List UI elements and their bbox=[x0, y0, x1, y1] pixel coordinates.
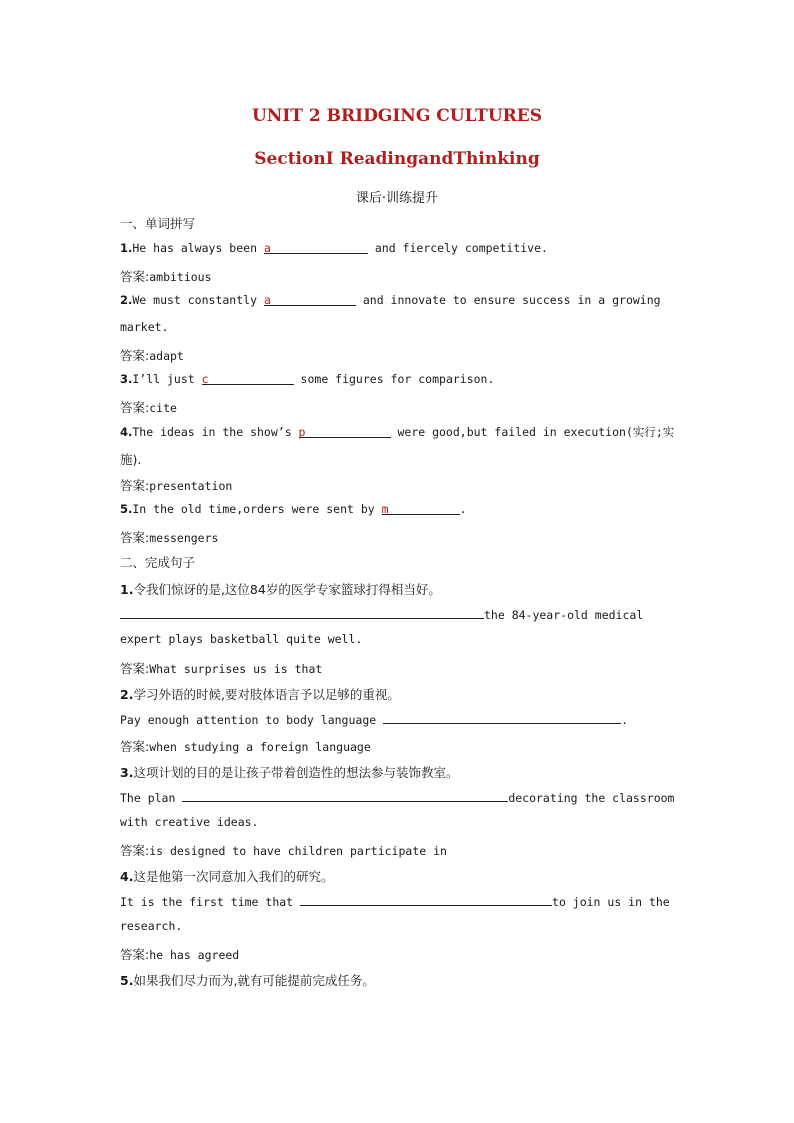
word-item-2-cont: market. bbox=[120, 320, 169, 334]
part2-heading: 二、完成句子 bbox=[120, 555, 196, 570]
sentence-4-line1: It is the first time that to join us in the bbox=[120, 895, 670, 909]
answer-3: 答案:cite bbox=[120, 400, 177, 415]
sentence-4-line2: research. bbox=[120, 919, 183, 933]
sentence-answer-4: 答案:he has agreed bbox=[120, 947, 240, 962]
sentence-answer-2: 答案:when studying a foreign language bbox=[120, 739, 371, 754]
answer-4: 答案:presentation bbox=[120, 478, 233, 493]
answer-blank[interactable]: m bbox=[382, 502, 460, 515]
sentence-answer-3: 答案:is designed to have children participate in bbox=[120, 843, 447, 858]
sentence-item-2: 2.学习外语的时候,要对肢体语言予以足够的重视。 bbox=[120, 687, 400, 702]
word-item-1: 1.He has always been a and fiercely competitive. bbox=[120, 241, 548, 255]
sentence-2-line1: Pay enough attention to body language . bbox=[120, 713, 629, 727]
answer-blank[interactable] bbox=[383, 711, 621, 724]
answer-1: 答案:ambitious bbox=[120, 269, 212, 284]
sentence-item-3: 3.这项计划的目的是让孩子带着创造性的想法参与装饰教室。 bbox=[120, 765, 459, 780]
answer-2: 答案:adapt bbox=[120, 348, 184, 363]
part1-heading: 一、单词拼写 bbox=[120, 216, 196, 231]
answer-blank[interactable]: a bbox=[264, 241, 368, 254]
word-item-4: 4.The ideas in the show’s p were good,but failed in execution(实行;实 bbox=[120, 425, 675, 439]
sentence-item-5: 5.如果我们尽力而为,就有可能提前完成任务。 bbox=[120, 973, 375, 988]
sentence-item-1: 1.令我们惊讶的是,这位84岁的医学专家篮球打得相当好。 bbox=[120, 582, 441, 597]
word-item-4-cont: 施). bbox=[120, 452, 142, 467]
sentence-1-line1: the 84-year-old medical bbox=[120, 606, 643, 622]
sentence-1-line2: expert plays basketball quite well. bbox=[120, 632, 363, 646]
word-item-3: 3.I’ll just c some figures for comparison. bbox=[120, 372, 495, 386]
answer-blank[interactable] bbox=[120, 606, 484, 619]
answer-blank[interactable] bbox=[182, 789, 508, 802]
answer-blank[interactable]: p bbox=[299, 425, 391, 438]
answer-5: 答案:messengers bbox=[120, 530, 219, 545]
sentence-3-line1: The plan decorating the classroom bbox=[120, 791, 675, 805]
answer-blank[interactable]: c bbox=[202, 372, 294, 385]
answer-blank[interactable] bbox=[300, 893, 552, 906]
sentence-3-line2: with creative ideas. bbox=[120, 815, 259, 829]
word-item-2: 2.We must constantly a and innovate to ensure success in a growing bbox=[120, 293, 661, 307]
section-title: SectionⅠ ReadingandThinking bbox=[254, 149, 540, 169]
unit-title: UNIT 2 BRIDGING CULTURES bbox=[251, 106, 543, 126]
answer-blank[interactable]: a bbox=[264, 293, 356, 306]
sentence-item-4: 4.这是他第一次同意加入我们的研究。 bbox=[120, 869, 334, 884]
subtitle: 课后·训练提升 bbox=[355, 191, 439, 206]
sentence-answer-1: 答案:What surprises us is that bbox=[120, 661, 323, 676]
word-item-5: 5.In the old time,orders were sent by m . bbox=[120, 502, 467, 516]
